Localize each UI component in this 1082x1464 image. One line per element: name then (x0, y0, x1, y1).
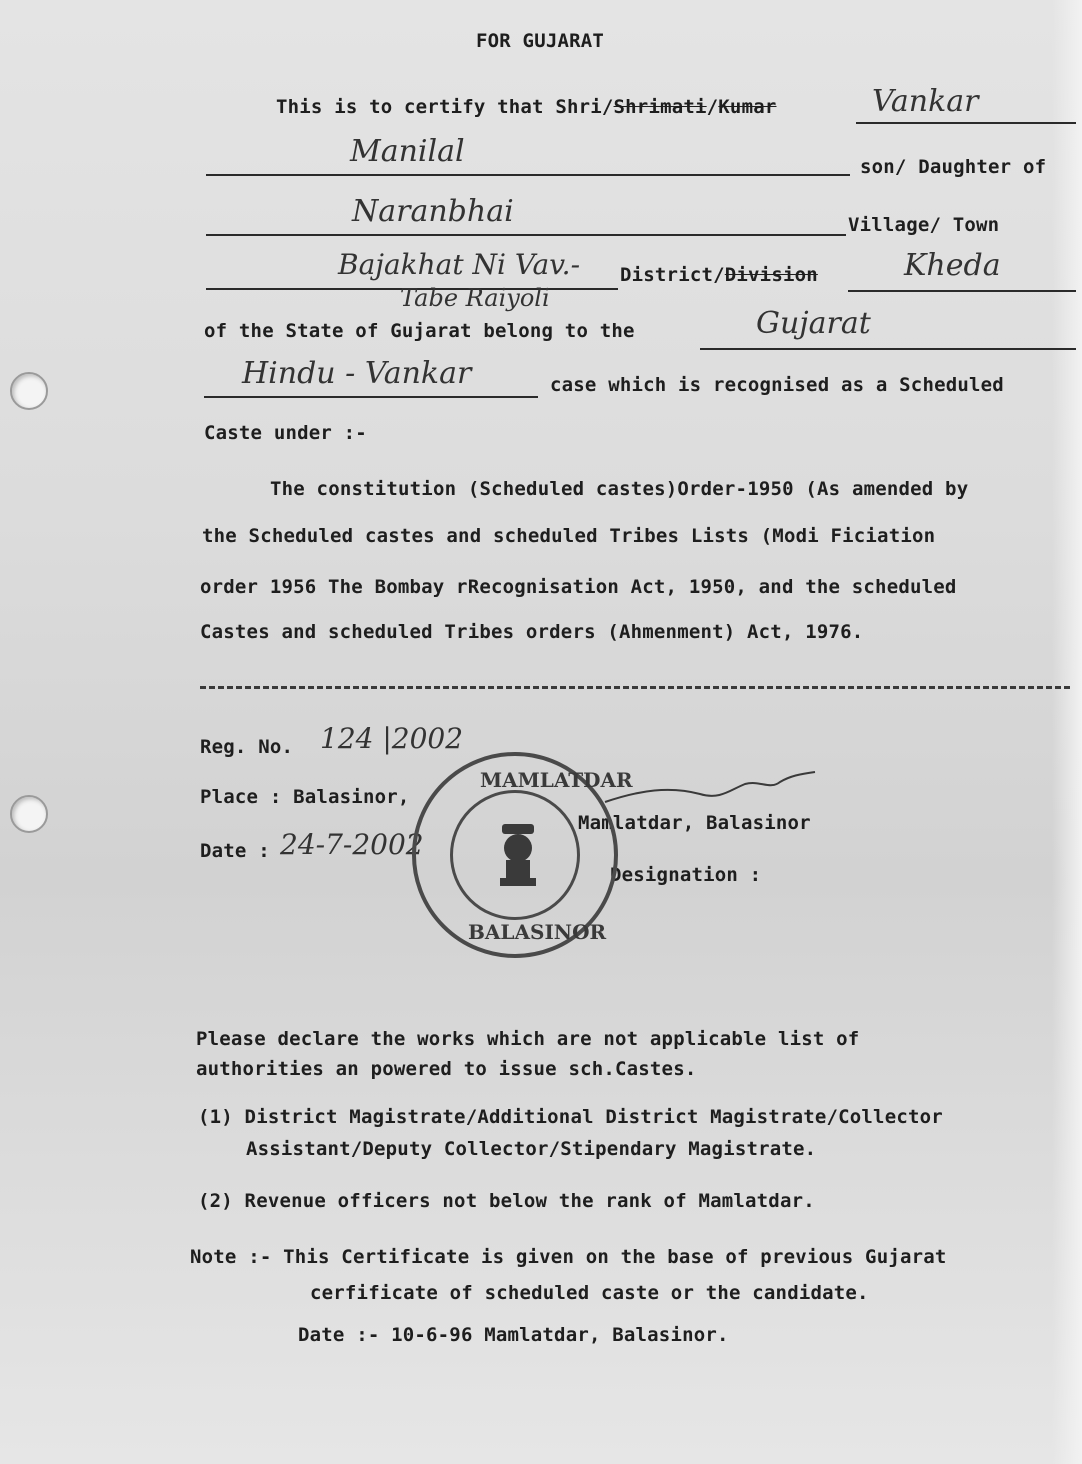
village-label: Village/ Town (848, 214, 1000, 236)
authority-item-2: (2) Revenue officers not below the rank of Mamlatdar. (198, 1190, 815, 1212)
body-line-1: The constitution (Scheduled castes)Order-1950 (As amended by (270, 478, 969, 500)
slash: / (706, 96, 719, 118)
certify-line-1 (276, 96, 777, 118)
page-edge (1052, 0, 1082, 1464)
body-line-4: Castes and scheduled Tribes orders (Ahmenment) Act, 1976. (200, 621, 864, 643)
official-seal (412, 752, 633, 958)
struck-division: Division (724, 264, 818, 286)
caste-under: Caste under :- (204, 422, 367, 444)
struck-shrimati: Shrimati (613, 96, 707, 118)
district-label (620, 264, 818, 286)
authority-item-1b: Assistant/Deputy Collector/Stipendary Magistrate. (246, 1138, 817, 1160)
handwritten-caste: Hindu - Vankar (242, 356, 472, 391)
date-value: 24-7-2002 (280, 828, 424, 861)
fill-line-state (700, 348, 1076, 350)
footer-para-1: Please declare the works which are not applicable list of (196, 1028, 860, 1050)
seal-bottom-text: BALASINOR (468, 920, 607, 944)
handwritten-village-sub: Tabe Raiyoli (400, 284, 550, 312)
state-line: of the State of Gujarat belong to the (204, 320, 635, 342)
reg-label: Reg. No. (200, 736, 294, 758)
handwritten-state: Gujarat (756, 306, 871, 341)
handwritten-surname: Vankar (872, 84, 979, 119)
dashed-divider (200, 686, 1070, 689)
punch-hole-bottom (10, 795, 48, 833)
district-label-text: District/ (620, 264, 725, 286)
handwritten-village: Bajakhat Ni Vav.- (338, 248, 581, 281)
officer-name: Mamlatdar, Balasinor (578, 812, 811, 834)
designation-label: Designation : (610, 864, 762, 886)
struck-kumar: Kumar (718, 96, 777, 118)
fill-line-district (848, 290, 1076, 292)
place-label: Place : Balasinor, (200, 786, 410, 808)
authority-item-1a: (1) District Magistrate/Additional District Magistrate/Collector (198, 1106, 943, 1128)
state-emblem-icon (492, 820, 544, 890)
certify-prefix: This is to certify that Shri/ (276, 96, 614, 118)
son-daughter-label: son/ Daughter of (860, 156, 1047, 178)
caste-line: case which is recognised as a Scheduled (550, 374, 1004, 396)
body-line-3: order 1956 The Bombay rRecognisation Act, 1950, and the scheduled (200, 576, 957, 598)
reg-number: 124 |2002 (320, 722, 464, 755)
document-header: FOR GUJARAT (476, 30, 605, 52)
date-label: Date : (200, 840, 270, 862)
seal-top-text: MAMLATDAR (480, 768, 633, 792)
handwritten-father: Naranbhai (352, 194, 514, 229)
note-line-2: cerfificate of scheduled caste or the candidate. (310, 1282, 869, 1304)
handwritten-district: Kheda (904, 248, 1001, 283)
body-line-2: the Scheduled castes and scheduled Tribes Lists (Modi Ficiation (202, 525, 936, 547)
footer-para-2: authorities an powered to issue sch.Castes. (196, 1058, 697, 1080)
fill-line-name (206, 174, 850, 176)
fill-line-caste (204, 396, 538, 398)
handwritten-name: Manilal (350, 134, 465, 169)
punch-hole-top (10, 372, 48, 410)
signature-mark (600, 760, 820, 820)
note-line-1: Note :- This Certificate is given on the base of previous Gujarat (190, 1246, 947, 1268)
note-line-3: Date :- 10-6-96 Mamlatdar, Balasinor. (298, 1324, 729, 1346)
fill-line-father (206, 234, 846, 236)
fill-line-surname (856, 122, 1076, 124)
